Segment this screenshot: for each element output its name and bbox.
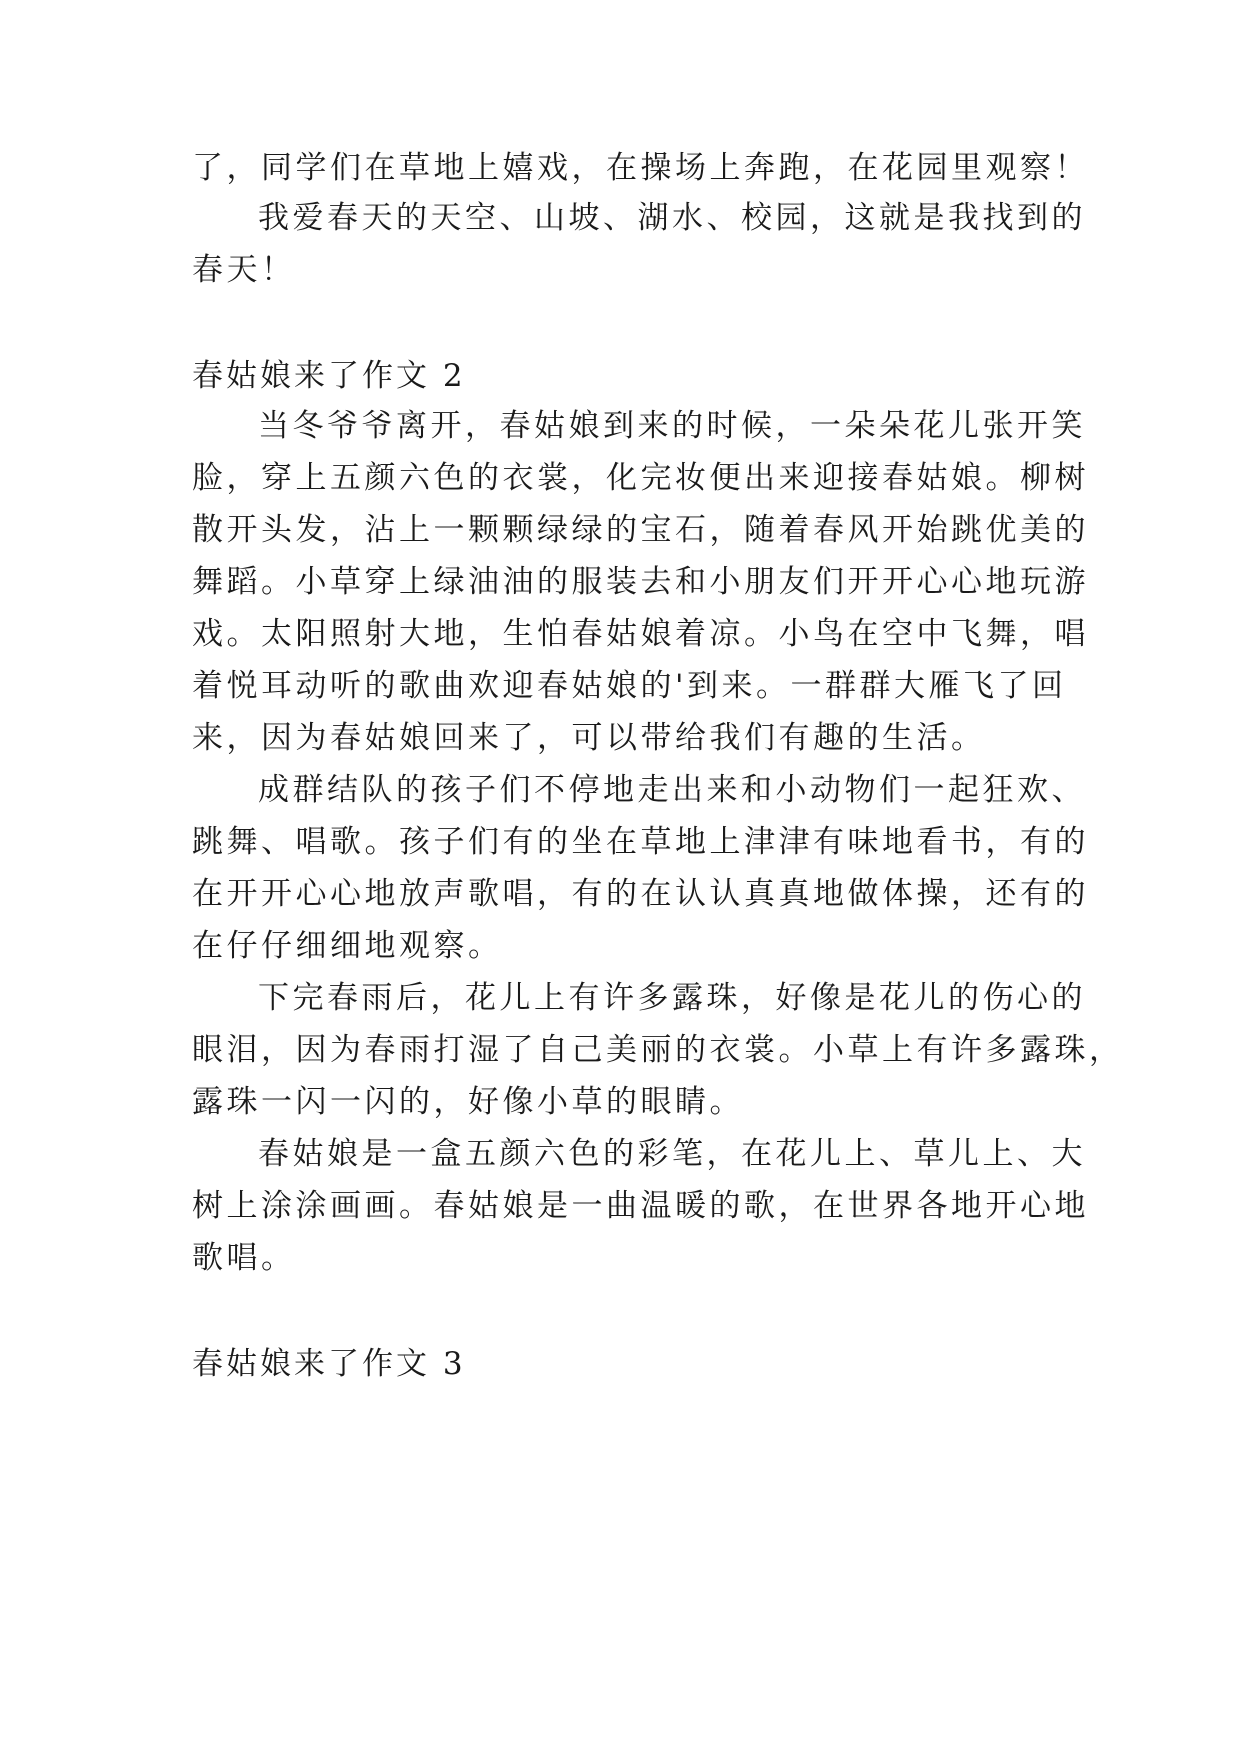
text-line: 脸，穿上五颜六色的衣裳，化完妆便出来迎接春姑娘。柳树 (192, 460, 1089, 496)
section-heading: 春姑娘来了作文 3 (192, 1346, 466, 1382)
text-line: 舞蹈。小草穿上绿油油的服装去和小朋友们开开心心地玩游 (192, 564, 1089, 600)
text-line: 树上涂涂画画。春姑娘是一曲温暖的歌，在世界各地开心地 (192, 1188, 1089, 1224)
text-line: 歌唱。 (192, 1240, 296, 1276)
paragraph-first-line: 春姑娘是一盒五颜六色的彩笔，在花儿上、草儿上、大 (258, 1136, 1086, 1172)
section-heading: 春姑娘来了作文 2 (192, 358, 466, 394)
paragraph-first-line: 下完春雨后，花儿上有许多露珠，好像是花儿的伤心的 (258, 980, 1086, 1016)
paragraph-first-line: 我爱春天的天空、山坡、湖水、校园，这就是我找到的 (258, 200, 1086, 236)
text-line: 着悦耳动听的歌曲欢迎春姑娘的'到来。一群群大雁飞了回 (192, 668, 1067, 704)
text-line: 在仔仔细细地观察。 (192, 928, 503, 964)
text-line: 散开头发，沾上一颗颗绿绿的宝石，随着春风开始跳优美的 (192, 512, 1089, 548)
text-line: 戏。太阳照射大地，生怕春姑娘着凉。小鸟在空中飞舞，唱 (192, 616, 1089, 652)
text-line: 跳舞、唱歌。孩子们有的坐在草地上津津有味地看书，有的 (192, 824, 1089, 860)
text-line: 露珠一闪一闪的，好像小草的眼睛。 (192, 1084, 744, 1120)
text-line: 了，同学们在草地上嬉戏，在操场上奔跑，在花园里观察！ (192, 150, 1089, 186)
text-line: 在开开心心地放声歌唱，有的在认认真真地做体操，还有的 (192, 876, 1089, 912)
text-line: 春天！ (192, 252, 296, 288)
text-line: 眼泪，因为春雨打湿了自己美丽的衣裳。小草上有许多露珠， (192, 1032, 1124, 1068)
paragraph-first-line: 当冬爷爷离开，春姑娘到来的时候，一朵朵花儿张开笑 (258, 408, 1086, 444)
text-line: 来，因为春姑娘回来了，可以带给我们有趣的生活。 (192, 720, 986, 756)
paragraph-first-line: 成群结队的孩子们不停地走出来和小动物们一起狂欢、 (258, 772, 1086, 808)
